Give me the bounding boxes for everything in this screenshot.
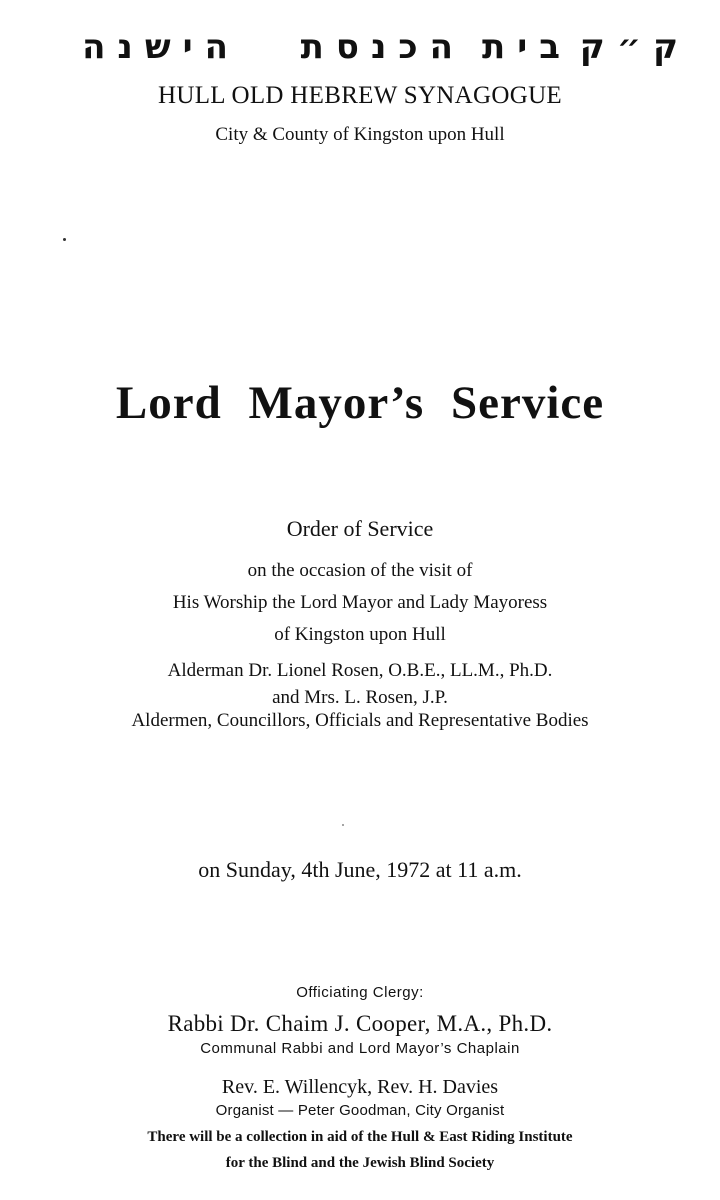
print-speck <box>63 238 66 241</box>
order-of-service-heading: Order of Service <box>286 516 434 541</box>
occasion-line: on the occasion of the visit of <box>247 560 473 581</box>
print-speck <box>342 824 344 826</box>
organization-name: HULL OLD HEBREW SYNAGOGUE <box>158 82 562 109</box>
collection-notice-line-1: There will be a collection in aid of the Hull & East Riding Institute <box>147 1129 573 1145</box>
representative-bodies-line: Aldermen, Councillors, Officials and Representative Bodies <box>131 710 589 731</box>
hebrew-title <box>30 22 690 72</box>
collection-notice-line-2: for the Blind and the Jewish Blind Society <box>225 1155 495 1171</box>
hebrew-word-hayeshana: הישנה <box>82 27 240 67</box>
alderman-line: Alderman Dr. Lionel Rosen, O.B.E., LL.M., Ph.D. <box>167 660 553 681</box>
rabbi-name: Rabbi Dr. Chaim J. Cooper, M.A., Ph.D. <box>167 1011 553 1036</box>
worship-line: His Worship the Lord Mayor and Lady Mayoress <box>172 592 548 613</box>
page-title: Lord Mayor’s Service <box>115 377 605 429</box>
mrs-rosen-line: and Mrs. L. Rosen, J.P. <box>272 687 448 708</box>
service-date: on Sunday, 4th June, 1972 at 11 a.m. <box>198 857 522 882</box>
reverends: Rev. E. Willencyk, Rev. H. Davies <box>221 1076 499 1098</box>
hebrew-word-beit: בית <box>482 27 572 67</box>
location-subtitle: City & County of Kingston upon Hull <box>215 124 505 145</box>
clergy-label: Officiating Clergy: <box>296 984 424 1001</box>
hebrew-prefix: ק״ק <box>579 27 690 67</box>
hebrew-word-haknesset: הכנסת <box>300 27 465 67</box>
rabbi-role: Communal Rabbi and Lord Mayor’s Chaplain <box>200 1040 520 1057</box>
kingston-line: of Kingston upon Hull <box>274 624 446 645</box>
organist-line: Organist — Peter Goodman, City Organist <box>215 1102 505 1119</box>
